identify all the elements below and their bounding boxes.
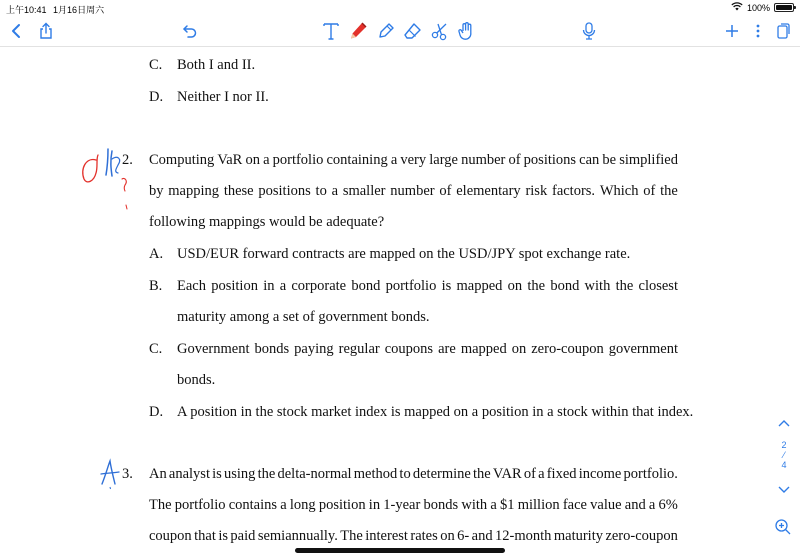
status-bar bbox=[0, 0, 800, 16]
option-text: bonds. bbox=[177, 372, 216, 388]
word: and bbox=[624, 497, 646, 513]
word: determine bbox=[412, 466, 471, 482]
status-right bbox=[731, 2, 794, 13]
word: the bbox=[527, 278, 546, 294]
word: million bbox=[517, 497, 560, 513]
word: a bbox=[490, 497, 497, 513]
option-text: USD/EUR forward contracts are mapped on the USD/JPY spot exchange rate. bbox=[177, 246, 631, 262]
word: a bbox=[538, 466, 545, 482]
word: and bbox=[471, 528, 493, 544]
home-indicator[interactable] bbox=[295, 548, 505, 553]
word: are bbox=[438, 341, 456, 357]
word: fixed bbox=[546, 466, 577, 482]
question-text-line bbox=[149, 528, 678, 545]
word: rates bbox=[410, 528, 438, 544]
word: be bbox=[602, 152, 617, 168]
word: coupons bbox=[384, 341, 434, 357]
handwritten-annotation-q3 bbox=[98, 458, 122, 490]
word: income bbox=[578, 466, 622, 482]
add-icon[interactable] bbox=[720, 20, 744, 42]
wifi-icon bbox=[731, 2, 743, 13]
word: using bbox=[224, 466, 256, 482]
word: paying bbox=[294, 341, 334, 357]
word: positions bbox=[258, 183, 311, 199]
option-label: C. bbox=[149, 57, 163, 73]
word: 1-year bbox=[383, 497, 421, 513]
word: Government bbox=[177, 341, 250, 357]
scissors-icon[interactable] bbox=[428, 20, 452, 42]
word: a bbox=[263, 152, 270, 168]
word: risk bbox=[525, 183, 548, 199]
pages-icon[interactable] bbox=[771, 20, 795, 42]
word: on bbox=[440, 528, 455, 544]
word: of bbox=[523, 466, 536, 482]
battery-level bbox=[776, 5, 792, 10]
option-label: A. bbox=[149, 246, 164, 262]
question-number: 2. bbox=[122, 152, 133, 168]
word: mapping bbox=[168, 183, 220, 199]
word: delta-normal bbox=[277, 466, 352, 482]
word: An bbox=[149, 466, 167, 482]
word: Computing bbox=[149, 152, 215, 168]
word: portfolio bbox=[174, 497, 226, 513]
word: number bbox=[461, 152, 506, 168]
word: the bbox=[615, 278, 634, 294]
word: positions bbox=[523, 152, 577, 168]
word: 6- bbox=[457, 528, 470, 544]
word: position bbox=[318, 497, 366, 513]
word: to bbox=[399, 466, 411, 482]
word: zero-coupon bbox=[605, 528, 678, 544]
page-indicator bbox=[774, 440, 794, 470]
word: method bbox=[353, 466, 398, 482]
word: The bbox=[149, 497, 172, 513]
option-label: C. bbox=[149, 341, 163, 357]
word: a bbox=[279, 278, 287, 294]
word: 12-month bbox=[495, 528, 552, 544]
word: number bbox=[390, 183, 435, 199]
more-icon[interactable] bbox=[746, 20, 770, 42]
word: The bbox=[340, 528, 363, 544]
microphone-icon[interactable] bbox=[577, 20, 601, 42]
word: 6% bbox=[658, 497, 678, 513]
word: contains bbox=[228, 497, 278, 513]
word: Each bbox=[177, 278, 206, 294]
word: of bbox=[439, 183, 452, 199]
undo-icon[interactable] bbox=[178, 20, 202, 42]
word: bonds bbox=[423, 497, 459, 513]
word: paid bbox=[230, 528, 256, 544]
word: coupon bbox=[149, 528, 192, 544]
chevron-up-icon[interactable] bbox=[776, 415, 792, 431]
option-text: A position in the stock market index is mapped on a position in a stock within that index. bbox=[177, 404, 694, 420]
status-date: 1月16日周六 bbox=[53, 5, 105, 15]
word: with bbox=[584, 278, 611, 294]
option-label: B. bbox=[149, 278, 163, 294]
word: portfolio. bbox=[623, 466, 678, 482]
word: very bbox=[400, 152, 427, 168]
word: bonds bbox=[254, 341, 290, 357]
word: bond bbox=[351, 278, 381, 294]
word: on bbox=[507, 278, 523, 294]
word: VAR bbox=[492, 466, 522, 482]
toolbar bbox=[0, 16, 800, 47]
question-text-line bbox=[149, 466, 678, 483]
word: portfolio bbox=[272, 152, 324, 168]
word: the bbox=[257, 466, 276, 482]
word: a bbox=[331, 183, 339, 199]
word: by bbox=[149, 183, 164, 199]
word: portfolio bbox=[385, 278, 437, 294]
word: is bbox=[212, 466, 222, 482]
word: a bbox=[648, 497, 656, 513]
word: zero-coupon bbox=[531, 341, 604, 357]
word: of bbox=[508, 152, 521, 168]
status-time-date bbox=[6, 3, 104, 16]
option-label: D. bbox=[149, 89, 164, 105]
word: $1 bbox=[500, 497, 515, 513]
word: VaR bbox=[217, 152, 243, 168]
option-text: Neither I nor II. bbox=[177, 89, 269, 105]
word: smaller bbox=[342, 183, 386, 199]
word: closest bbox=[638, 278, 678, 294]
word: simplified bbox=[619, 152, 678, 168]
word: the bbox=[473, 466, 491, 482]
word: regular bbox=[338, 341, 380, 357]
word: containing bbox=[326, 152, 388, 168]
word: of bbox=[643, 183, 656, 199]
battery-percent: 100% bbox=[746, 2, 770, 13]
word: value bbox=[590, 497, 622, 513]
text-tool-icon[interactable] bbox=[319, 20, 343, 42]
word: semiannually. bbox=[257, 528, 338, 544]
word: a bbox=[390, 152, 398, 168]
word: position bbox=[211, 278, 258, 294]
word: face bbox=[562, 497, 587, 513]
total-pages: 4 bbox=[781, 460, 787, 470]
word: maturity bbox=[553, 528, 603, 544]
option-text-line bbox=[177, 278, 678, 295]
word: on bbox=[245, 152, 260, 168]
option-text: maturity among a set of government bonds. bbox=[177, 309, 430, 325]
option-text-line bbox=[177, 341, 678, 358]
word: can bbox=[579, 152, 600, 168]
word: elementary bbox=[456, 183, 521, 199]
word: is bbox=[441, 278, 452, 294]
word: with bbox=[461, 497, 488, 513]
question-text-line bbox=[149, 152, 678, 169]
question-text-line bbox=[149, 183, 678, 200]
word: these bbox=[223, 183, 254, 199]
zoom-in-icon[interactable] bbox=[772, 516, 794, 538]
word: bond bbox=[550, 278, 580, 294]
handwritten-annotation-q2 bbox=[78, 145, 138, 215]
question-text-line bbox=[149, 497, 678, 514]
word: government bbox=[608, 341, 678, 357]
word: Which bbox=[599, 183, 639, 199]
share-icon[interactable] bbox=[34, 20, 58, 42]
word: to bbox=[315, 183, 327, 199]
word: mapped bbox=[456, 278, 503, 294]
highlighter-icon[interactable] bbox=[374, 20, 398, 42]
question-number: 3. bbox=[122, 466, 133, 482]
word: interest bbox=[365, 528, 408, 544]
eraser-icon[interactable] bbox=[401, 20, 425, 42]
word: long bbox=[289, 497, 316, 513]
word: large bbox=[429, 152, 458, 168]
word: the bbox=[660, 183, 678, 199]
chevron-down-icon[interactable] bbox=[776, 482, 792, 498]
lasso-hand-icon[interactable] bbox=[454, 20, 478, 42]
status-time: 上午10:41 bbox=[6, 5, 47, 15]
option-label: D. bbox=[149, 404, 164, 420]
word: factors. bbox=[551, 183, 596, 199]
page-separator: ⁄ bbox=[783, 450, 785, 460]
word: corporate bbox=[291, 278, 347, 294]
battery-icon bbox=[774, 3, 794, 12]
word: on bbox=[511, 341, 527, 357]
word: in bbox=[263, 278, 275, 294]
current-page: 2 bbox=[781, 440, 787, 450]
word: analyst bbox=[168, 466, 210, 482]
option-text: Both I and II. bbox=[177, 57, 256, 73]
word: in bbox=[368, 497, 381, 513]
pen-tool-icon[interactable] bbox=[346, 20, 370, 42]
question-text-line: following mappings would be adequate? bbox=[149, 214, 385, 230]
word: is bbox=[218, 528, 228, 544]
chevron-left-icon[interactable] bbox=[4, 20, 28, 42]
word: a bbox=[280, 497, 287, 513]
word: mapped bbox=[460, 341, 507, 357]
word: that bbox=[194, 528, 216, 544]
